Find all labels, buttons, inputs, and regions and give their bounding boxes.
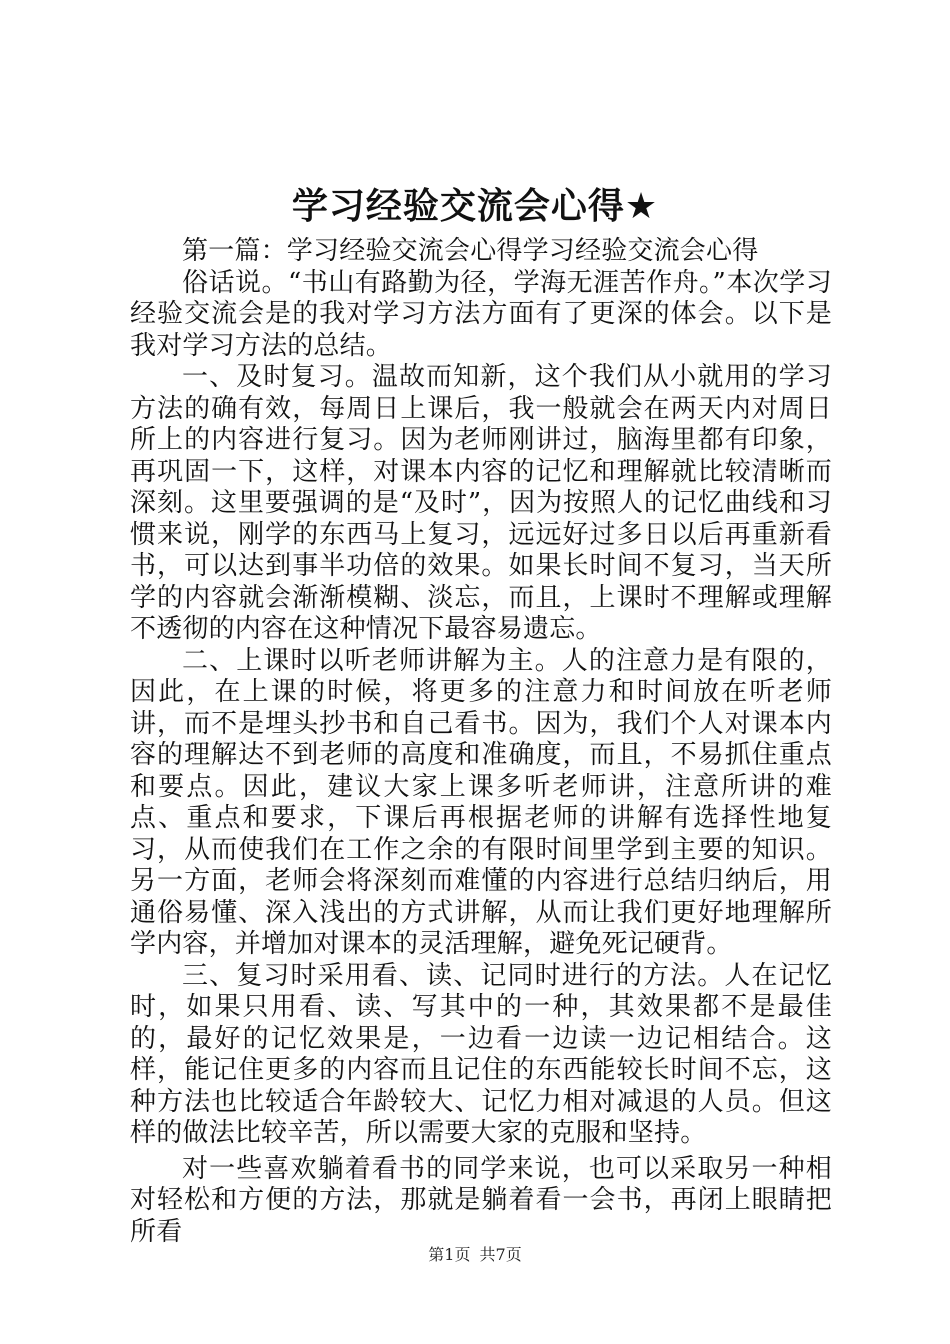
paragraph-point-three: 三、复习时采用看、读、记同时进行的方法。人在记忆时，如果只用看、读、写其中的一种，其效果都不是最佳的，最好的记忆效果是，一边看一边读一边记相结合。这样，能记住更多的内容而且记住的东西能较长时间不忘，这种方法也比较适合年龄较大、记忆力相对减退的人员。但这样的做法比较辛苦，所以需要大家的克服和坚持。: [130, 960, 832, 1148]
paragraph-intro: 俗话说。“书山有路勤为径，学海无涯苦作舟。”本次学习经验交流会是的我对学习方法方面有了更深的体会。以下是我对学习方法的总结。: [130, 267, 832, 361]
paragraph-continuation: 对一些喜欢躺着看书的同学来说，也可以采取另一种相对轻松和方便的方法，那就是躺着看一会书，再闭上眼睛把所看: [130, 1153, 832, 1247]
paragraph-point-one: 一、及时复习。温故而知新，这个我们从小就用的学习方法的确有效，每周日上课后，我一般就会在两天内对周日所上的内容进行复习。因为老师刚讲过，脑海里都有印象，再巩固一下，这样，对课本内容的记忆和理解就比较清晰而深刻。这里要强调的是“及时”，因为按照人的记忆曲线和习惯来说，刚学的东西马上复习，远远好过多日以后再重新看书，可以达到事半功倍的效果。如果长时间不复习，当天所学的内容就会渐渐模糊、淡忘，而且，上课时不理解或理解不透彻的内容在这种情况下最容易遗忘。: [130, 362, 832, 644]
document-title: 学习经验交流会心得★: [291, 186, 659, 227]
paragraph-subtitle: 第一篇：学习经验交流会心得学习经验交流会心得: [182, 236, 759, 266]
document-body: [130, 236, 832, 1248]
page-footer: [0, 1244, 950, 1266]
page-total: 共7页: [479, 1245, 522, 1264]
page-number: 第1页: [428, 1245, 471, 1264]
paragraph-point-two: 二、上课时以听老师讲解为主。人的注意力是有限的，因此，在上课的时候，将更多的注意力和时间放在听老师讲，而不是埋头抄书和自己看书。因为，我们个人对课本内容的理解达不到老师的高度和准确度，而且，不易抓住重点和要点。因此，建议大家上课多听老师讲，注意所讲的难点、重点和要求，下课后再根据老师的讲解有选择性地复习，从而使我们在工作之余的有限时间里学到主要的知识。另一方面，老师会将深刻而难懂的内容进行总结归纳后，用通俗易懂、深入浅出的方式讲解，从而让我们更好地理解所学内容，并增加对课本的灵活理解，避免死记硬背。: [130, 645, 832, 959]
